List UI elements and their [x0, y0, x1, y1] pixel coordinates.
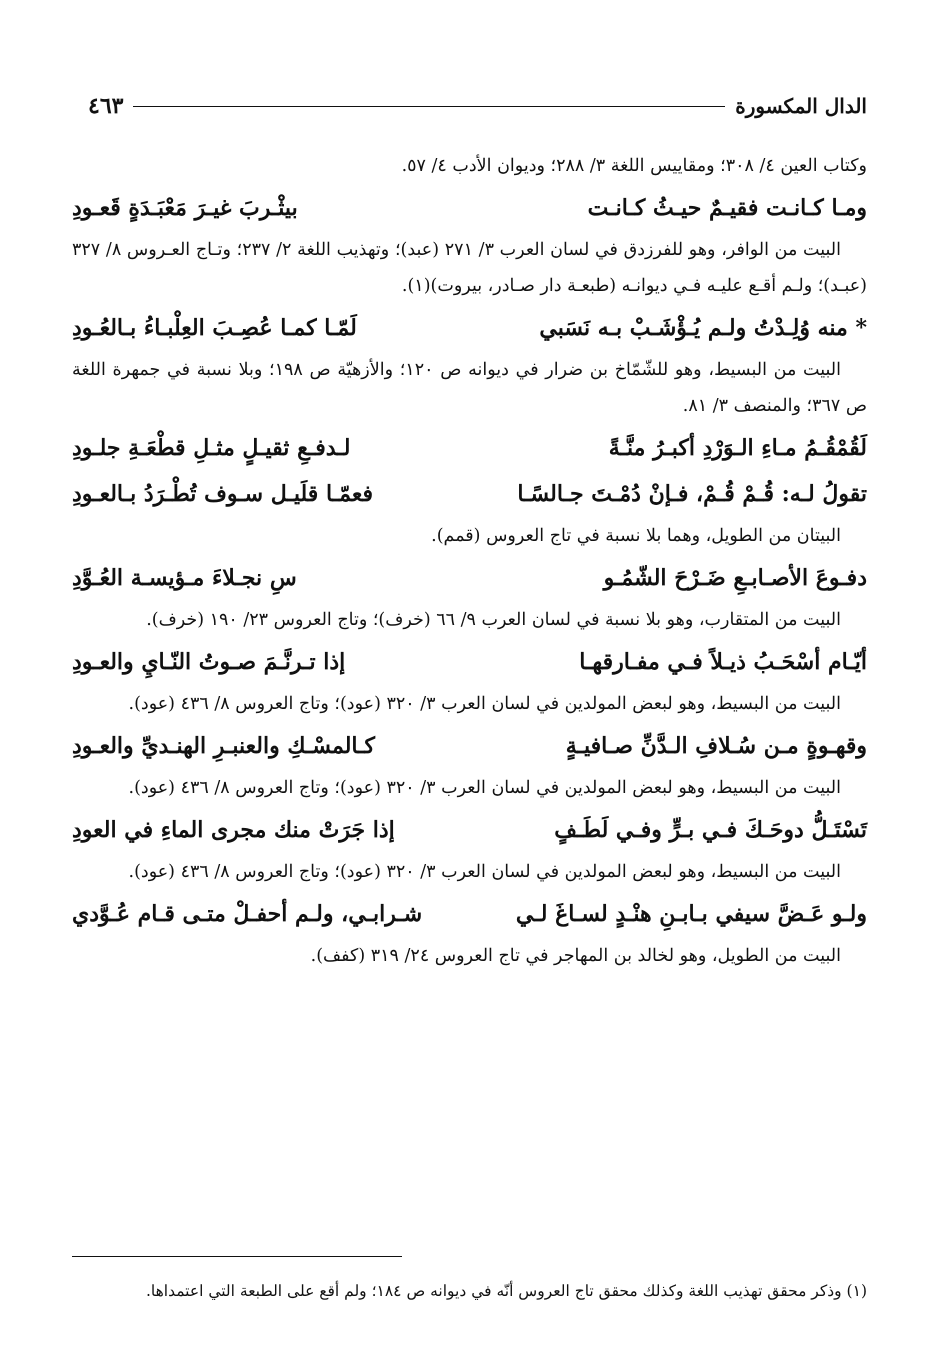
second-hemistich: إذا تـرنَّـمَ صـوتُ النّـايِ والعـودِ	[72, 649, 346, 675]
first-hemistich: وقهـوةٍ مـن سُـلافِ الـدَّنِّ صـافيـةٍ	[565, 733, 867, 759]
verse-line	[72, 186, 867, 230]
first-hemistich: * منه وُلِـدْتُ ولـم يُـؤْشَـبْ بـه نَسَبي	[539, 315, 867, 341]
verse-line	[72, 426, 867, 470]
verse-line	[72, 808, 867, 852]
verse-line	[72, 306, 867, 350]
second-hemistich: إذا جَرَتْ منك مجرى الماءِ في العودِ	[72, 817, 395, 843]
verse-commentary: البيت من البسيط، وهو لبعض المولدين في لسان العرب ٣/ ٣٢٠ (عود)؛ وتاج العروس ٨/ ٤٣٦ (عود).	[128, 778, 841, 798]
running-title: الدال المكسورة	[735, 94, 867, 118]
second-hemistich: لـدفـعِ ثقيـلٍ مثـلِ قطْعَـةِ جلـودِ	[72, 435, 351, 461]
verse-commentary: البيت من البسيط، وهو لبعض المولدين في لسان العرب ٣/ ٣٢٠ (عود)؛ وتاج العروس ٨/ ٤٣٦ (عود).	[128, 694, 841, 714]
verse-commentary: البيت من الوافر، وهو للفرزدق في لسان العرب ٣/ ٢٧١ (عبد)؛ وتهذيب اللغة ٢/ ٢٣٧؛ وتـاج العـروس ٨/ ٣٢٧ (عبـد)؛ ولـم أقـع عليـه فـي ديوانـه (طبعـة دار صـادر، بيروت)(١).	[72, 240, 867, 296]
verse-line	[72, 472, 867, 516]
footnote-rule	[72, 1256, 402, 1257]
verse-commentary: البيت من المتقارب، وهو بلا نسبة في لسان العرب ٩/ ٦٦ (خرف)؛ وتاج العروس ٢٣/ ١٩٠ (خرف).	[146, 610, 841, 630]
second-hemistich: شـرابـي، ولـم أحفـلْ متـى قـام عُـوَّدي	[72, 901, 423, 927]
first-hemistich: تَسْتَـلُّ دوحَـكَ فـي بـرٍّ وفـي لَطَـفٍ	[554, 817, 867, 843]
verse-commentary: البيت من البسيط، وهو للشّمّاخ بن ضرار في ديوانه ص ١٢٠؛ والأزهيّة ص ١٩٨؛ وبلا نسبة في جمهرة اللغة ص ٣٦٧؛ والمنصف ٣/ ٨١.	[72, 360, 867, 416]
second-hemistich: فعمّـا قلَيـل سـوف تُطْـرَدُ بـالعـودِ	[72, 481, 373, 507]
page-header	[88, 86, 867, 126]
verse-line	[72, 556, 867, 600]
header-rule	[133, 106, 725, 107]
verse-commentary: البيت من الطويل، وهو لخالد بن المهاجر في تاج العروس ٢٤/ ٣١٩ (كفف).	[310, 946, 841, 966]
second-hemistich: لَمّـا كمـا عُصِـبَ العِلْبـاءُ بـالعُـودِ	[72, 315, 357, 341]
first-hemistich: لَقُمْقُـمُ مـاءِ الـوَرْدِ أكبـرُ منَّـةً	[608, 435, 867, 461]
verse-commentary: البيت من البسيط، وهو لبعض المولدين في لسان العرب ٣/ ٣٢٠ (عود)؛ وتاج العروس ٨/ ٤٣٦ (عود).	[128, 862, 841, 882]
verse-commentary: البيتان من الطويل، وهما بلا نسبة في تاج العروس (قمم).	[431, 526, 841, 546]
verse-line	[72, 892, 867, 936]
first-hemistich: دفـوعَ الأصـابـعِ ضَـرْحَ الشّمُـو	[603, 565, 867, 591]
source-citation: وكتاب العين ٤/ ٣٠٨؛ ومقاييس اللغة ٣/ ٢٨٨؛ وديوان الأدب ٤/ ٥٧.	[401, 156, 867, 176]
verse-line	[72, 640, 867, 684]
first-hemistich: تقولُ لـه: قُـمْ قُـمْ، فـإنْ دُمْـتَ جـالسًـا	[517, 481, 867, 507]
footnote: (١) وذكر محقق تهذيب اللغة وكذلك محقق تاج العروس أنّه في ديوانه ص ١٨٤؛ ولم أقع على الطبعة التي اعتمداها.	[145, 1282, 867, 1300]
second-hemistich: كـالمسْـكِ والعنبـرِ الهنـديِّ والعـودِ	[72, 733, 376, 759]
page-body	[72, 148, 867, 974]
first-hemistich: أيّـام أسْحَـبُ ذيـلاً فـي مفـارقهـا	[579, 649, 867, 675]
verse-line	[72, 724, 867, 768]
page-number: ٤٦٣	[88, 93, 124, 119]
second-hemistich: سِ نجـلاءَ مـؤيسـة العُـوَّدِ	[72, 565, 297, 591]
first-hemistich: ومـا كـانـت فقيـمٌ حيـثُ كـانـت	[587, 195, 867, 221]
second-hemistich: بيثْـربَ غيـرَ مَعْبَـدَةٍ قَعـودِ	[72, 195, 298, 221]
first-hemistich: ولـو عَـضَّ سيفي بـابـنِ هنْـدٍ لسـاغَ لـي	[515, 901, 867, 927]
